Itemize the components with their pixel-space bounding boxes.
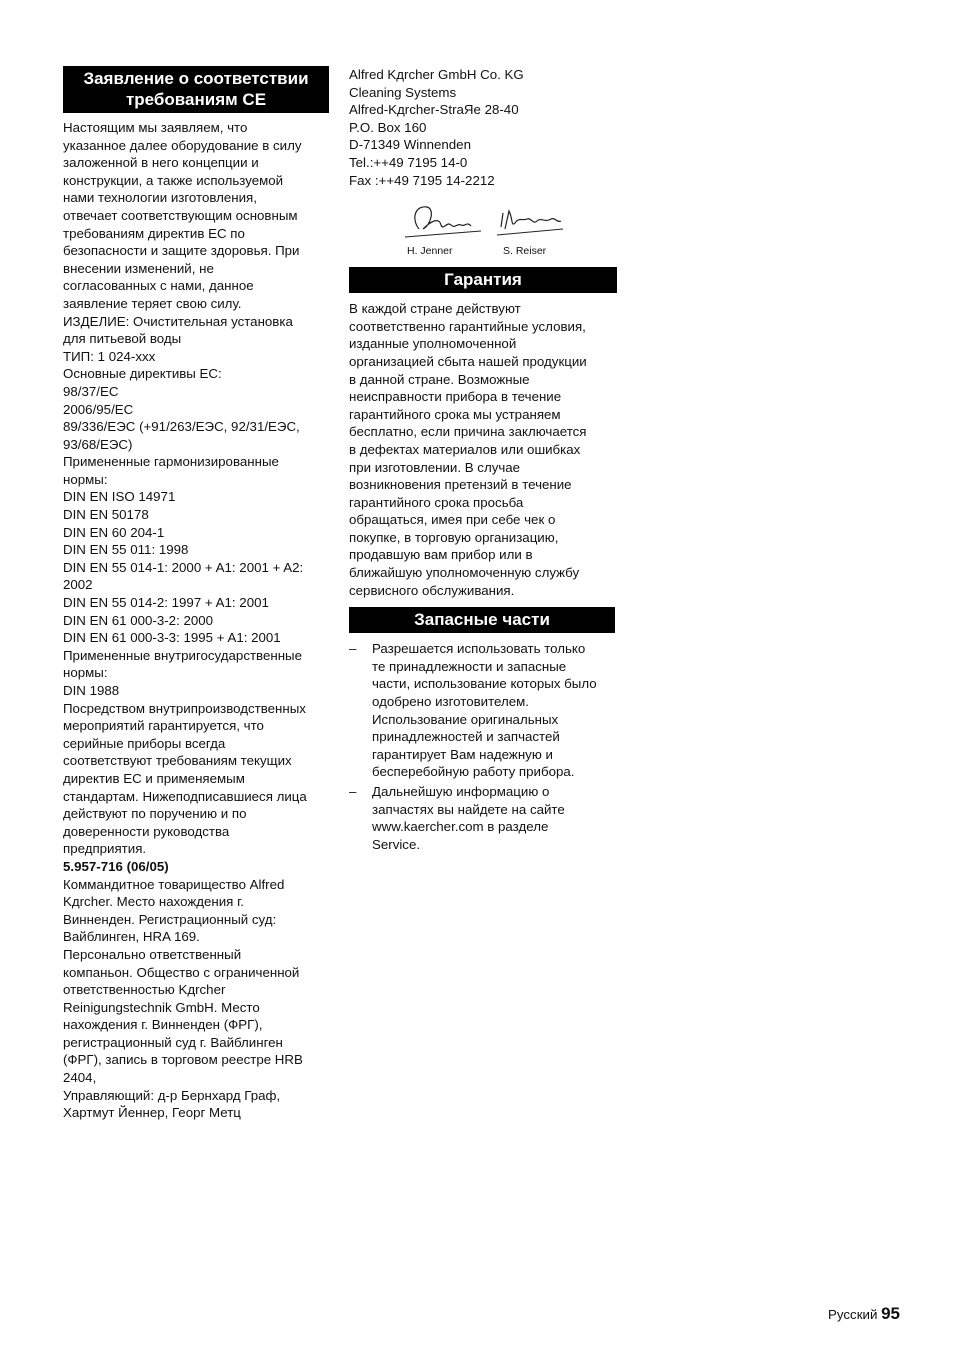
text-line: нормы: — [63, 665, 108, 681]
signatory-name: H. Jenner — [407, 245, 453, 258]
address-line: Fax :++49 7195 14-2212 — [349, 172, 495, 188]
text-line: принадлежностей и запчастей — [372, 729, 560, 745]
text-line: гарантийного срока просьба — [349, 494, 524, 510]
text-line: ИЗДЕЛИЕ: Очистительная установка — [63, 313, 293, 329]
text-line: Kдrcher. Место нахождения г. — [63, 894, 244, 910]
text-line: при изготовлении. В случае — [349, 459, 521, 475]
text-line: В каждой стране действуют — [349, 301, 521, 317]
text-line: 2002 — [63, 577, 93, 593]
spare-parts-heading: Запасные части — [349, 607, 615, 633]
address-line: Cleaning Systems — [349, 84, 457, 100]
text-line: Основные директивы ЕС: — [63, 366, 222, 382]
text-line: нормы: — [63, 471, 108, 487]
text-line: Коммандитное товарищество Alfred — [63, 876, 285, 892]
text-line: те принадлежности и запасные — [372, 658, 567, 674]
text-line: одобрено изготовителем. — [372, 694, 529, 710]
text-line: требованиям директив ЕС по — [63, 225, 245, 241]
text-line: стандартам. Нижеподписавшиеся лица — [63, 788, 307, 804]
text-line: доверенности руководства — [63, 823, 230, 839]
signature-graphic — [401, 199, 571, 249]
text-line: компаньон. Общество с ограниченной — [63, 964, 300, 980]
text-line: 2404, — [63, 1070, 97, 1086]
text-line: гарантийного срока мы устраняем — [349, 406, 561, 422]
list-item — [349, 640, 617, 781]
text-line: неисправности прибора в течение — [349, 389, 562, 405]
text-line: бесперебойную работу прибора. — [372, 764, 575, 780]
text-line: внесении изменений, не — [63, 260, 214, 276]
text-line: части, использование которых было — [372, 676, 597, 692]
text-line: Посредством внутрипроизводственных — [63, 700, 306, 716]
text-line: предприятия. — [63, 841, 147, 857]
address-line: Tel.:++49 7195 14-0 — [349, 154, 468, 170]
text-line: (ФРГ), запись в торговом реестре HRB — [63, 1052, 303, 1068]
document-number: 5.957-716 (06/05) — [63, 858, 169, 874]
signatory-name: S. Reiser — [503, 245, 547, 258]
dash-bullet: – — [349, 784, 357, 799]
text-line: обращаться, имея при себе чек о — [349, 512, 556, 528]
right-column — [349, 66, 617, 855]
text-line: мероприятий гарантируется, что — [63, 718, 264, 734]
text-line: нами технологии изготовления, — [63, 190, 257, 206]
text-line: действуют по поручению и по — [63, 806, 247, 822]
text-line: 98/37/EC — [63, 383, 119, 399]
text-line: организацией сбыта нашей продукции — [349, 353, 587, 369]
ce-declaration-body — [63, 119, 329, 1122]
text-line: Примененные гармонизированные — [63, 454, 279, 470]
text-line: DIN EN 55 014-1: 2000 + A1: 2001 + A2: — [63, 559, 304, 575]
text-line: соответственно гарантийные условия, — [349, 318, 586, 334]
text-line: запчастях вы найдете на сайте — [372, 801, 565, 817]
text-line: Персонально ответственный — [63, 946, 242, 962]
text-line: согласованных с нами, данное — [63, 278, 254, 294]
left-column — [63, 66, 329, 1122]
company-address — [349, 66, 617, 189]
text-line: заложенной в него концепции и — [63, 155, 259, 171]
address-line: P.O. Box 160 — [349, 119, 427, 135]
text-line: Дальнейшую информацию о — [372, 784, 550, 799]
page-footer — [828, 1304, 900, 1324]
text-line: Service. — [372, 836, 421, 852]
text-line: ответственностью Kдrcher — [63, 982, 226, 998]
text-line: ТИП: 1 024-xxx — [63, 348, 156, 364]
footer-language: Русский — [828, 1307, 878, 1322]
text-line: ближайшую уполномоченную службу — [349, 565, 580, 581]
text-line: DIN EN ISO 14971 — [63, 489, 176, 505]
text-line: в дефектах материалов или ошибках — [349, 441, 581, 457]
text-line: DIN EN 61 000-3-3: 1995 + A1: 2001 — [63, 630, 281, 646]
text-line: DIN EN 50178 — [63, 507, 149, 523]
dash-bullet: – — [349, 641, 357, 657]
text-line: DIN EN 61 000-3-2: 2000 — [63, 612, 214, 628]
text-line: соответствуют требованиям текущих — [63, 753, 292, 769]
address-line: Alfred Kдrcher GmbH Co. KG — [349, 67, 524, 82]
text-line: в данной стране. Возможные — [349, 371, 530, 387]
text-line: покупке, в торговую организацию, — [349, 529, 559, 545]
text-line: бесплатно, если причина заключается — [349, 424, 587, 440]
text-line: Винненден. Регистрационный суд: — [63, 911, 277, 927]
text-line: Разрешается использовать только — [372, 641, 586, 657]
text-line: 2006/95/EC — [63, 401, 134, 417]
signatures — [349, 199, 617, 261]
warranty-body — [349, 300, 617, 599]
text-line: безопасности и защите здоровья. При — [63, 243, 300, 259]
text-line: для питьевой воды — [63, 331, 182, 347]
text-line: 93/68/ЕЭС) — [63, 436, 133, 452]
warranty-heading: Гарантия — [349, 267, 617, 293]
text-line: указанное далее оборудование в силу — [63, 137, 302, 153]
text-line: конструкции, а также используемой — [63, 172, 284, 188]
address-line: Alfred-Kдrcher-StraЯe 28-40 — [349, 102, 519, 118]
text-line: изданные уполномоченной — [349, 336, 517, 352]
text-line: Вайблинген, HRA 169. — [63, 929, 200, 945]
text-line: www.kaercher.com в разделе — [372, 819, 549, 835]
text-line: отвечает соответствующим основным — [63, 207, 298, 223]
text-line: директив ЕС и применяемым — [63, 770, 245, 786]
text-line: гарантирует Вам надежную и — [372, 746, 553, 762]
text-line: DIN 1988 — [63, 683, 120, 698]
text-line: сервисного обслуживания. — [349, 582, 515, 598]
text-line: заявление теряет свою силу. — [63, 295, 242, 311]
text-line: Использование оригинальных — [372, 711, 559, 727]
text-line: Настоящим мы заявляем, что — [63, 120, 248, 135]
text-line: продавшую вам прибор или в — [349, 547, 533, 563]
list-item — [349, 783, 617, 853]
address-line: D-71349 Winnenden — [349, 137, 471, 153]
text-line: регистрационный суд г. Вайблинген — [63, 1034, 283, 1050]
text-line: DIN EN 55 011: 1998 — [63, 542, 189, 558]
text-line: Управляющий: д-р Бернхард Граф, — [63, 1087, 281, 1103]
text-line: Хартмут Йеннер, Георг Метц — [63, 1105, 241, 1121]
text-line: возникновения претензий в течение — [349, 477, 572, 493]
ce-declaration-heading: Заявление о соответствии требованиям CE — [63, 66, 329, 113]
text-line: DIN EN 60 204-1 — [63, 524, 165, 540]
text-line: 89/336/ЕЭС (+91/263/ЕЭС, 92/31/ЕЭС, — [63, 419, 300, 435]
text-line: серийные приборы всегда — [63, 735, 226, 751]
text-line: нахождения г. Винненден (ФРГ), — [63, 1017, 263, 1033]
page-number: 95 — [881, 1304, 900, 1323]
text-line: DIN EN 55 014-2: 1997 + A1: 2001 — [63, 595, 269, 611]
text-line: Reinigungstechnik GmbH. Место — [63, 999, 260, 1015]
spare-parts-list — [349, 640, 617, 853]
text-line: Примененные внутригосударственные — [63, 647, 302, 663]
